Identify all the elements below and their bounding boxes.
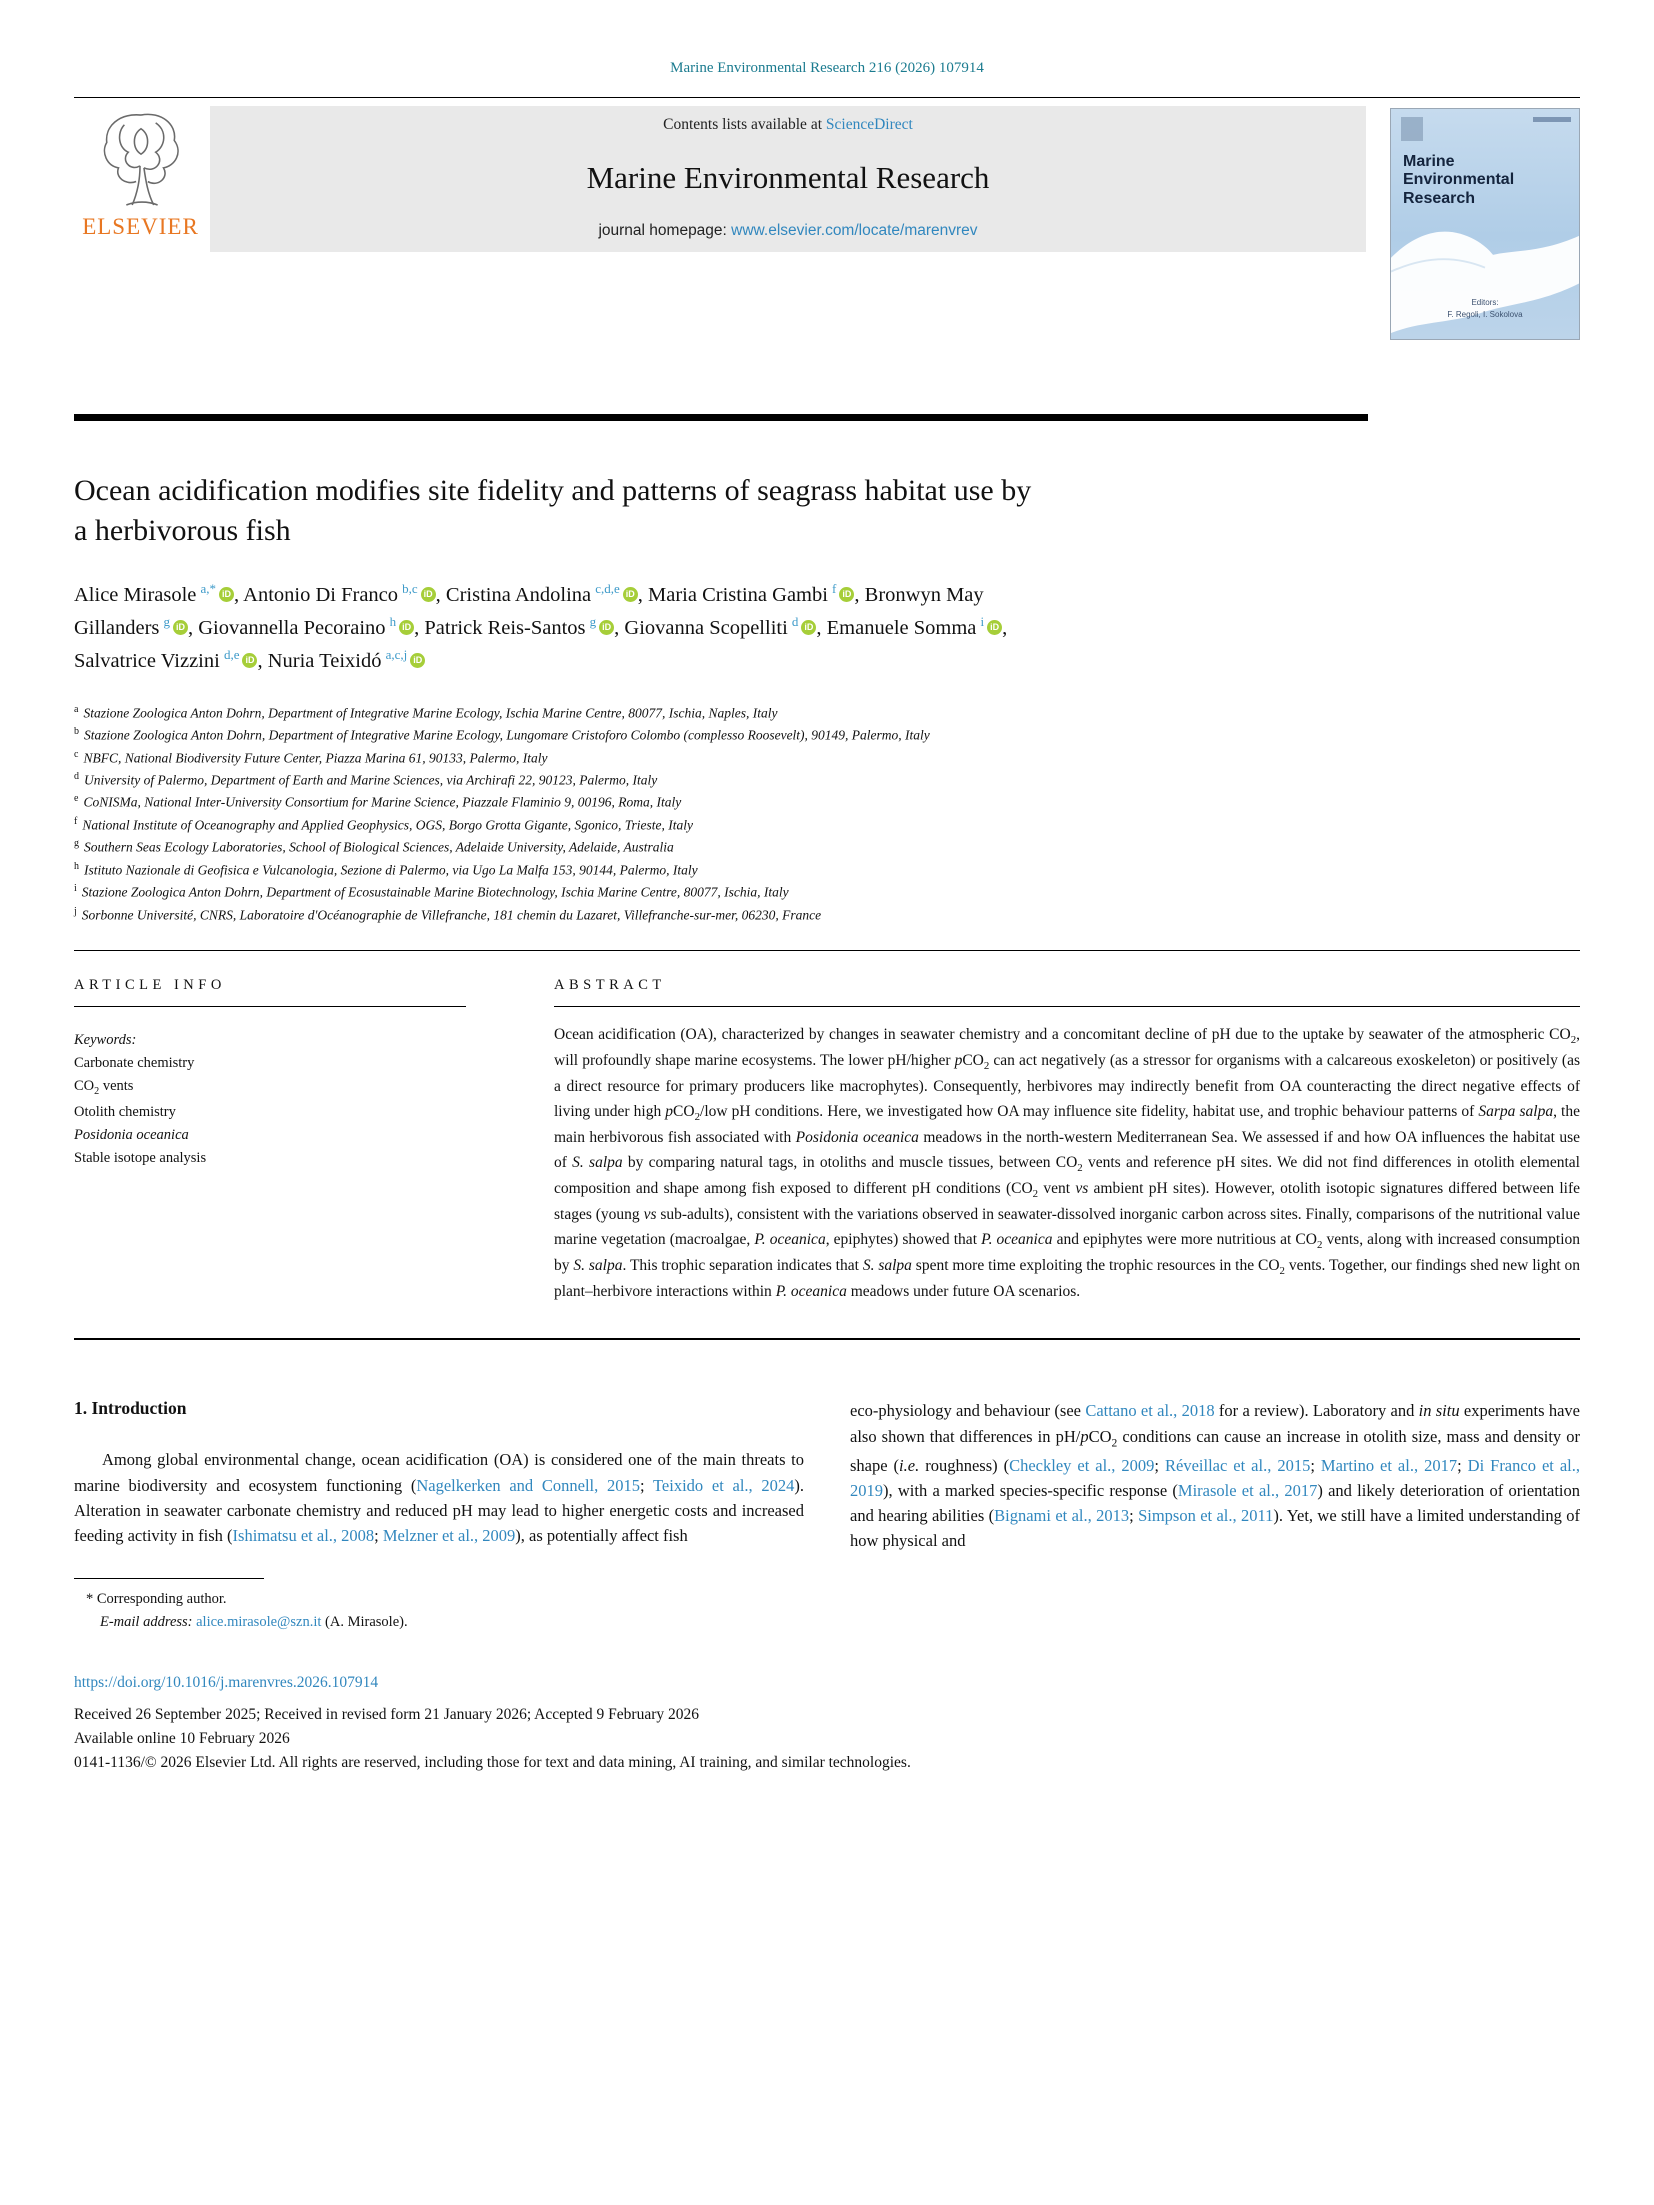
affiliation [74,769,1580,791]
affiliation-text: CoNISMa, National Inter-University Consortium for Marine Science, Piazzale Flaminio 9, 00196, Roma, Italy [83,794,682,810]
affiliation-text: Stazione Zoologica Anton Dohrn, Department of Integrative Marine Ecology, Lungomare Cristoforo Colombo (complesso Roosevelt), 90149, Palermo, Italy [84,727,930,743]
citation-link[interactable]: Checkley et al., 2009 [1009,1455,1155,1475]
cover-issn-mark [1533,117,1571,122]
article-footer [74,1671,1580,1775]
info-abstract-section [74,951,1580,1304]
citation-link[interactable]: Melzner et al., 2009 [382,1526,516,1546]
article-info-heading: ARTICLE INFO [74,976,226,993]
author: Patrick Reis-Santos $^g$ iD [424,617,614,639]
affiliation-label: b [74,726,79,738]
orcid-icon[interactable]: iD [410,653,425,668]
orcid-icon[interactable]: iD [623,587,638,602]
author: Bronwyn May Gillanders $^g$ iD [74,584,984,640]
email-label: E-mail address: [100,1613,193,1630]
affiliation-label: c [74,748,79,760]
orcid-icon[interactable]: iD [219,587,234,602]
affiliation-label: e [74,793,79,805]
author: Maria Cristina Gambi $^f$ iD [648,584,854,606]
citation-link[interactable]: Teixido et al., 2024 [653,1475,795,1495]
elsevier-wordmark: ELSEVIER [82,214,199,239]
doi-link[interactable]: https://doi.org/10.1016/j.marenvres.2026.107914 [74,1674,379,1692]
email-note [74,1611,774,1633]
affiliation [74,814,1580,836]
author-affiliation-sup: d [791,614,799,630]
affiliation [74,791,1580,813]
author-affiliation-sup: a,c,j [385,647,408,663]
intro-right-column [850,1398,1580,1633]
header-banner [210,106,1366,252]
abstract-column [554,977,1580,1304]
keywords-label: Keywords: [74,1031,137,1048]
footnote-marker: * [86,1591,94,1608]
affiliation-text: Stazione Zoologica Anton Dohrn, Department of Ecosustainable Marine Biotechnology, Ischia Marine Centre, 80077, Ischia, Italy [81,884,789,900]
abstract-text: Ocean acidification (OA), characterized by changes in seawater chemistry and a concomitant decline of pH due to the uptake by seawater of the atmospheric $CO_2$, will profoundly shape marine ecosystems. The lower pH/higher pCO$_2$ can act negatively (as a stressor for organisms with a calcareous exoskeleton) or positively (as a direct resource for primary producers like macrophytes). Consequently, herbivores may indirectly benefit from OA counteracting the direct negative effects of living under high pCO$_2$/low pH conditions. Here, we investigated how OA may influence site fidelity, habitat use, and trophic behaviour patterns of Sarpa salpa, the main herbivorous fish associated with Posidonia oceanica meadows in the north-western Mediterranean Sea. We assessed if and how OA influences the habitat use of S. salpa by comparing natural tags, in otoliths and muscle tissues, between $CO_2$ vents and reference pH sites. We did not find differences in otolith elemental composition and shape among fish exposed to different pH conditions ($CO_2$ vent vs ambient pH sites). However, otolith isotopic signatures differed between life stages (young vs sub-adults), consistent with the variations observed in seawater-dissolved inorganic carbon across sites. Finally, comparisons of the nutritional value marine vegetation (macroalgae, P. oceanica, epiphytes) showed that P. oceanica and epiphytes were more nutritious at $CO_2$ vents, along with increased consumption by S. salpa. This trophic separation indicates that S. salpa spent more time exploiting the trophic resources in the $CO_2$ vents. Together, our findings shed new light on plant–herbivore interactions within P. oceanica meadows under future OA scenarios. [554,1025,1581,1300]
citation-link[interactable]: Réveillac et al., 2015 [1165,1455,1311,1475]
citation-link[interactable]: Nagelkerken and Connell, 2015 [416,1475,640,1495]
citation-link[interactable]: Bignami et al., 2013 [994,1506,1130,1526]
orcid-icon[interactable]: iD [801,620,816,635]
keywords-block [74,1029,466,1170]
footnote-rule [74,1578,264,1579]
cover-title: Marine Environmental Research [1403,153,1515,207]
keyword: Otolith chemistry [74,1103,176,1120]
footnote-block [74,1578,774,1633]
author-affiliation-sup: i [980,614,985,630]
affiliation-text: National Institute of Oceanography and Applied Geophysics, OGS, Borgo Grotta Gigante, Sgonico, Trieste, Italy [82,817,694,833]
journal-title: Marine Environmental Research [586,160,990,195]
introduction-heading: 1. Introduction [74,1398,187,1419]
keyword: Stable isotope analysis [74,1149,207,1166]
intro-left-column [74,1398,804,1633]
affiliation [74,904,1580,926]
author-affiliation-sup: h [389,614,397,630]
contents-prefix: Contents lists available at [663,116,826,133]
citation-link[interactable]: Simpson et al., 2011 [1138,1506,1274,1526]
cover-editors-label: Editors: [1471,298,1499,307]
article-title: Ocean acidification modifies site fidelity and patterns of seagrass habitat use by a herbivorous fish [74,474,1032,548]
author: Giovanna Scopelliti $^d$ iD [624,617,816,639]
doi-line [74,1671,1580,1695]
abstract-bottom-rule [74,1338,1580,1340]
affiliation-label: j [74,905,77,917]
citation-link[interactable]: Di Franco et al., 2019 [850,1455,1580,1500]
available-online: Available online 10 February 2026 [74,1730,290,1748]
orcid-icon[interactable]: iD [421,587,436,602]
author: Giovannella Pecoraino $^h$ iD [198,617,414,639]
cover-editors [1391,297,1579,321]
citation-link[interactable]: Ishimatsu et al., 2008 [232,1526,375,1546]
elsevier-logo [74,108,207,240]
sciencedirect-link[interactable]: ScienceDirect [825,116,913,133]
affiliation-label: d [74,771,79,783]
journal-header [74,106,1580,319]
affiliation-text: Istituto Nazionale di Geofisica e Vulcanologia, Sezione di Palermo, via Ugo La Malfa 153, 90144, Palermo, Italy [84,862,698,878]
author-affiliation-sup: g [163,614,170,630]
author: Antonio Di Franco $^{b,c}$ iD [243,584,436,606]
journal-citation-line: Marine Environmental Research 216 (2026) 107914 [670,60,984,76]
abstract-heading: ABSTRACT [554,976,666,993]
cover-editors-names: F. Regoli, I. Sokolova [1447,310,1523,319]
citation-link[interactable]: Cattano et al., 2018 [1085,1401,1215,1421]
author-affiliation-sup: d,e [223,647,240,663]
author-list: Alice Mirasole $^{a,*}$ iD , Antonio Di Franco $^{b,c}$ iD , Cristina Andolina $^{c,d,e}$ iD , Maria Cristina Gambi $^f$ iD , Bronwyn May Gillanders $^g$ iD , Giovannella Pecoraino $^h$ iD , Patrick Reis-Santos $^g$ iD , Giovanna Scopelliti $^d$ iD , Emanuele Somma $^i$ iD , Salvatrice Vizzini $^{d,e}$ iD , Nuria Teixidó $^{a,c,j}$ iD [74,581,1008,672]
homepage-line [598,222,977,240]
author-affiliation-sup: g [589,614,597,630]
introduction-section [74,1398,1580,1633]
elsevier-tree-icon [97,108,185,214]
affiliation [74,881,1580,903]
keyword: Carbonate chemistry [74,1055,195,1072]
keyword: $CO_2$ vents [74,1078,134,1098]
citation-link[interactable]: Martino et al., 2017 [1320,1455,1458,1475]
author-affiliation-sup: b,c [402,581,418,597]
abstract-rule [554,1006,1580,1007]
article-info-rule [74,1006,466,1007]
intro-paragraph-right: eco-physiology and behaviour (see Cattano et al., 2018 for a review). Laboratory and in situ experiments have also shown that differences in pH/pCO$_2$ conditions can cause an increase in otolith size, mass and density or shape (i.e. roughness) (Checkley et al., 2009; Réveillac et al., 2015; Martino et al., 2017; Di Franco et al., 2019), with a marked species-specific response (Mirasole et al., 2017) and likely deterioration of orientation and hearing abilities (Bignami et al., 2013; Simpson et al., 2011). Yet, we still have a limited understanding of how physical and [850,1401,1580,1551]
received-dates: Received 26 September 2025; Received in revised form 21 January 2026; Accepted 9 February 2026 [74,1706,699,1724]
author-affiliation-sup: c,d,e [595,581,620,597]
orcid-icon[interactable]: iD [242,653,257,668]
homepage-prefix: journal homepage: [598,222,732,239]
orcid-icon[interactable]: iD [399,620,414,635]
keywords-list [74,1052,466,1170]
orcid-icon[interactable]: iD [839,587,854,602]
author: Cristina Andolina $^{c,d,e}$ iD [446,584,638,606]
intro-paragraph-left: Among global environmental change, ocean acidification (OA) is considered one of the main threats to marine biodiversity and ecosystem functioning (Nagelkerken and Connell, 2015; Teixido et al., 2024). Alteration in seawater carbonate chemistry and reduced pH may lead to higher energetic costs and increased feeding activity in fish (Ishimatsu et al., 2008; Melzner et al., 2009), as potentially affect fish [74,1450,805,1546]
copyright-line: 0141-1136/© 2026 Elsevier Ltd. All rights are reserved, including those for text and data mining, AI training, and similar technologies. [74,1754,911,1772]
affiliation [74,702,1580,724]
affiliation [74,859,1580,881]
corresponding-author-note [74,1588,774,1610]
article-info-column [74,977,466,1304]
affiliation-label: f [74,815,78,827]
affiliation-list [74,702,1580,926]
email-link[interactable]: alice.mirasole@szn.it [196,1613,322,1630]
keyword: Posidonia oceanica [74,1126,189,1143]
orcid-icon[interactable]: iD [599,620,614,635]
cover-publisher-mark [1401,117,1423,141]
journal-cover-thumbnail [1390,108,1580,340]
affiliation-label: i [74,883,77,895]
email-suffix: (A. Mirasole). [321,1613,408,1630]
author: Nuria Teixidó $^{a,c,j}$ iD [268,650,426,672]
author-affiliation-sup: a,* [200,581,217,597]
affiliation-text: University of Palermo, Department of Earth and Marine Sciences, via Archirafi 22, 90123, Palermo, Italy [84,772,658,788]
orcid-icon[interactable]: iD [173,620,188,635]
affiliation-text: Stazione Zoologica Anton Dohrn, Department of Integrative Marine Ecology, Ischia Marine Centre, 80077, Ischia, Naples, Italy [83,705,778,721]
author-affiliation-sup: f [832,581,837,597]
orcid-icon[interactable]: iD [987,620,1002,635]
affiliation-label: a [74,703,79,715]
affiliation [74,747,1580,769]
header-black-bar [74,414,1368,421]
author: Emanuele Somma $^i$ iD [827,617,1002,639]
affiliation-text: Southern Seas Ecology Laboratories, School of Biological Sciences, Adelaide University, Adelaide, Australia [84,839,674,855]
author: Alice Mirasole $^{a,*}$ iD [74,584,234,606]
affiliation-text: Sorbonne Université, CNRS, Laboratoire d'Océanographie de Villefranche, 181 chemin du Lazaret, Villefranche-sur-mer, 06230, France [81,907,822,923]
header-top-rule [74,97,1580,98]
corresponding-author-text: Corresponding author. [96,1591,227,1608]
affiliation-text: NBFC, National Biodiversity Future Center, Piazza Marina 61, 90133, Palermo, Italy [83,750,548,766]
affiliation-label: g [74,838,79,850]
contents-line [663,116,913,134]
affiliation [74,724,1580,746]
author: Salvatrice Vizzini $^{d,e}$ iD [74,650,257,672]
homepage-link[interactable]: www.elsevier.com/locate/marenvrev [731,222,978,239]
affiliation [74,836,1580,858]
affiliation-label: h [74,860,79,872]
citation-link[interactable]: Mirasole et al., 2017 [1177,1480,1318,1500]
